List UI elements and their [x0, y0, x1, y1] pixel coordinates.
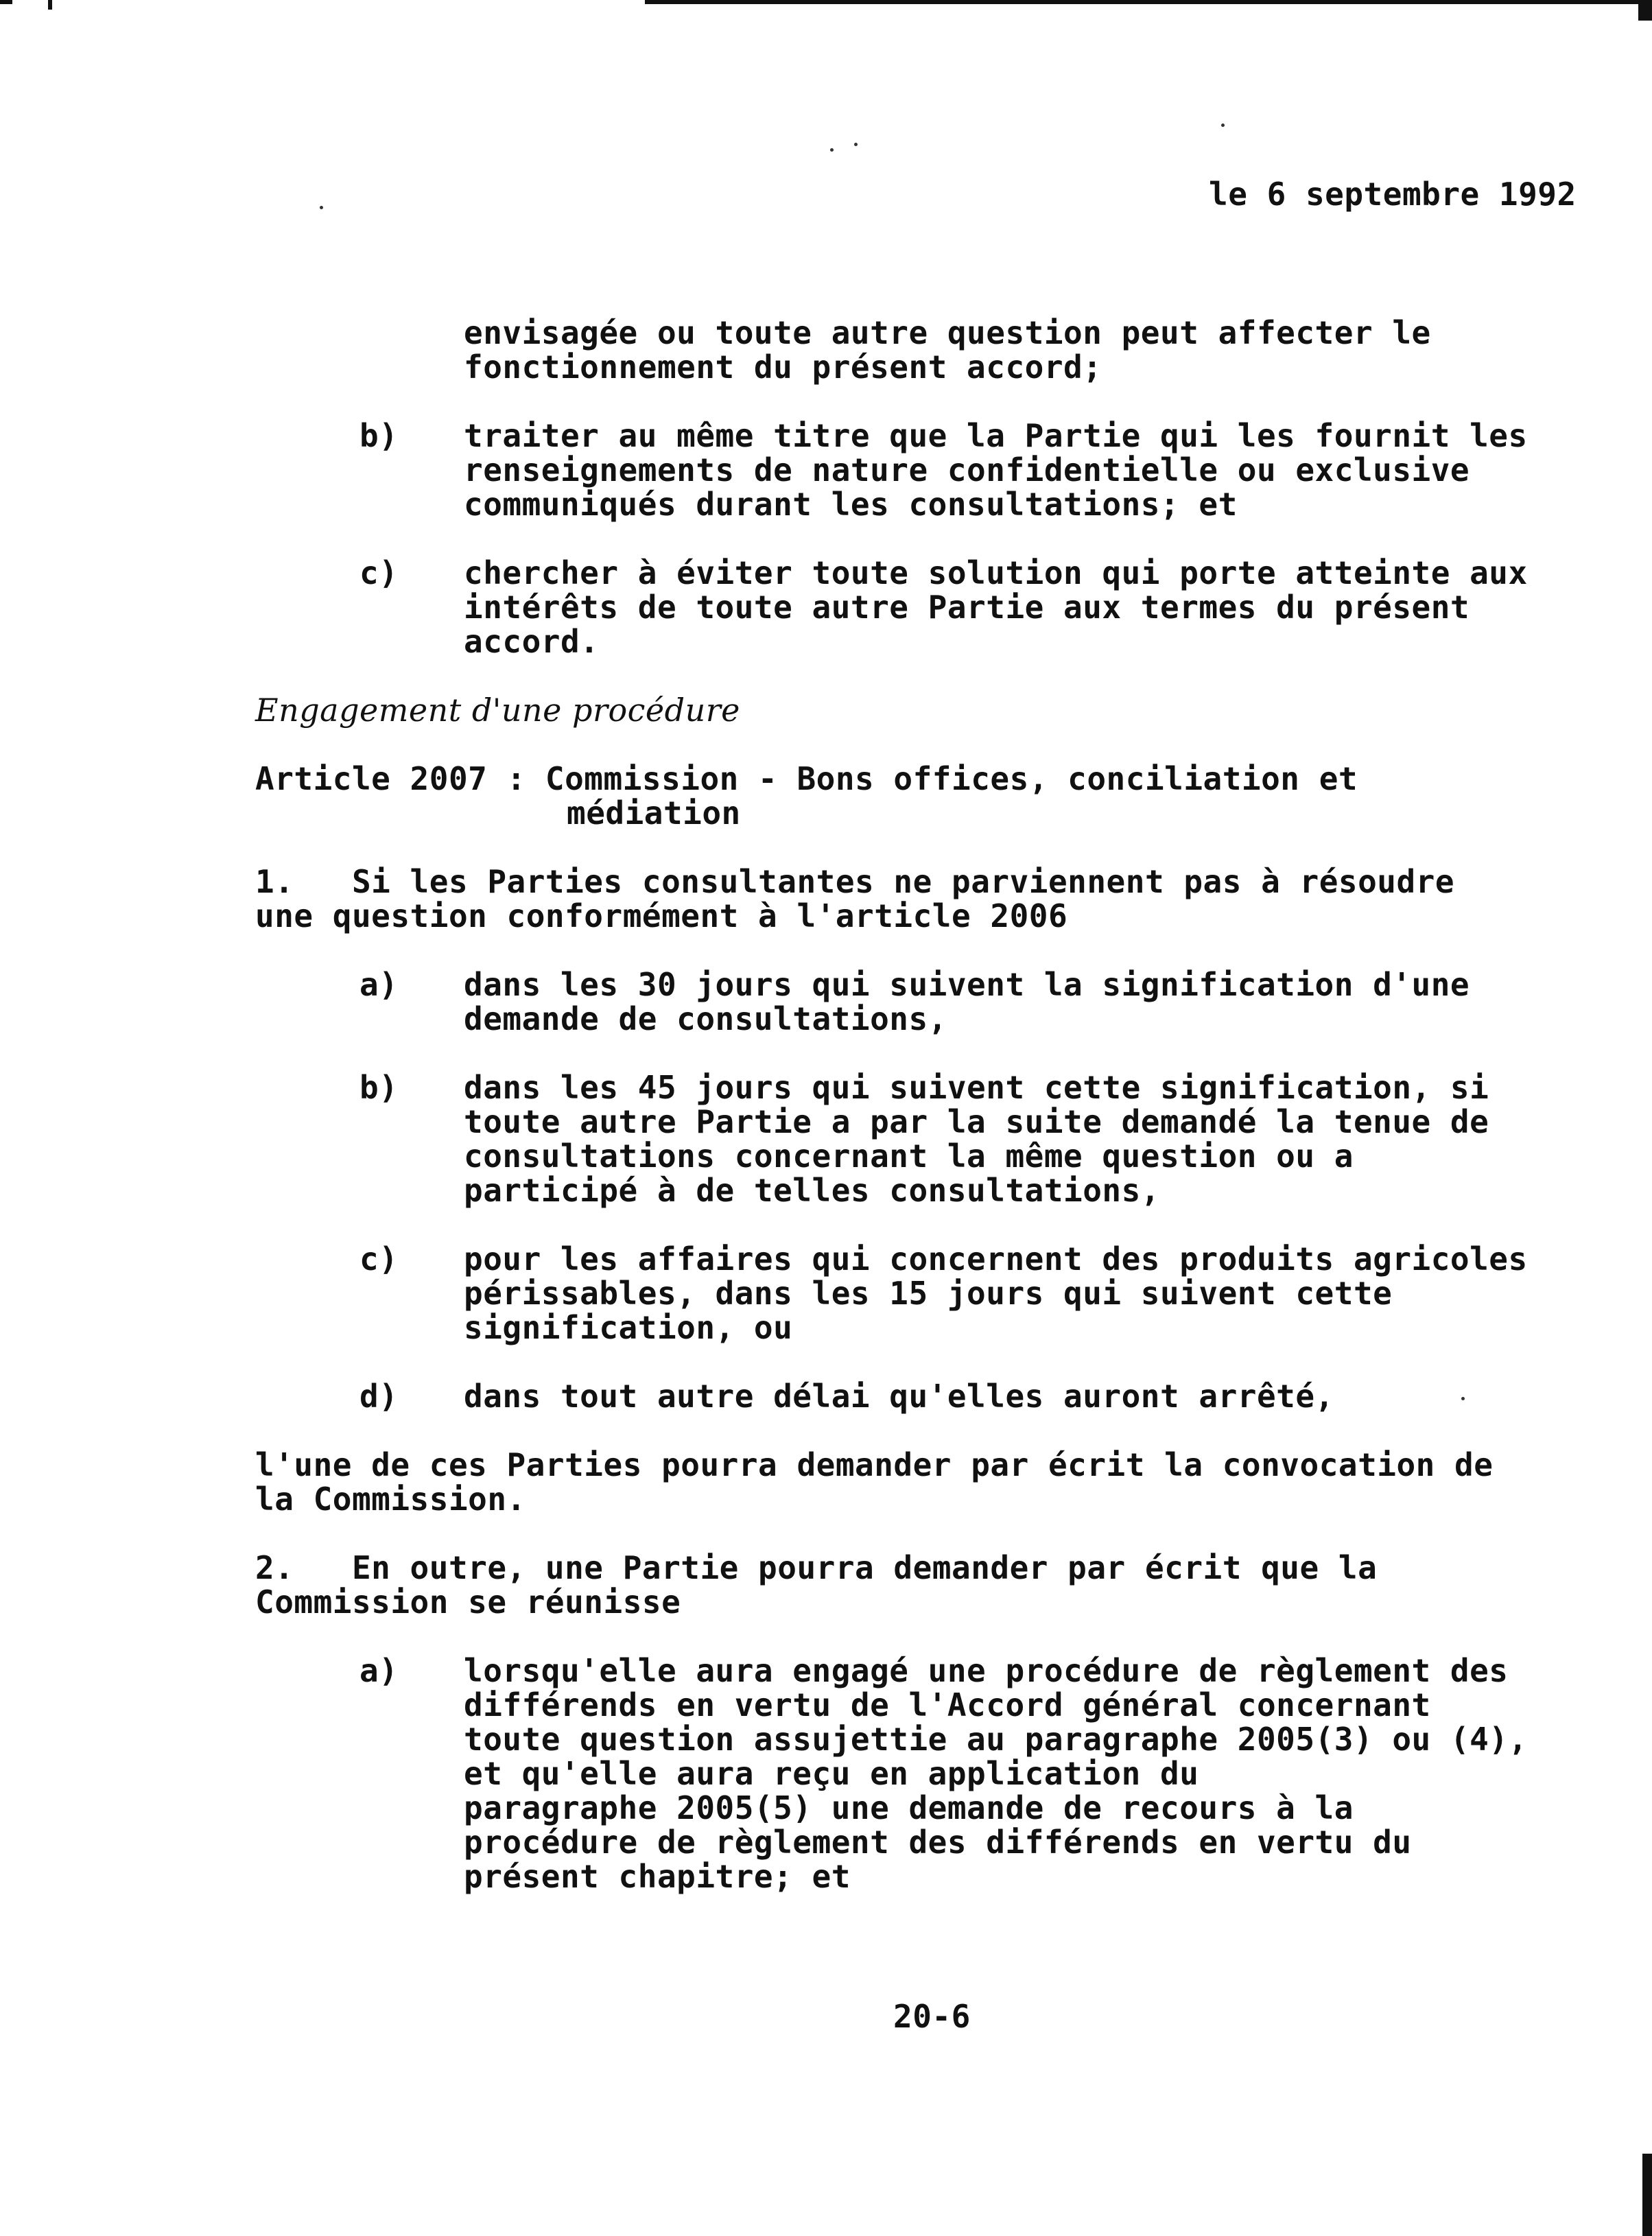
item-line: présent chapitre; et	[464, 1858, 851, 1895]
item-line: participé à de telles consultations,	[464, 1172, 1160, 1209]
item-line: toute autre Partie a par la suite demandé la tenue de	[464, 1103, 1489, 1140]
paragraph-line: Commission se réunisse	[255, 1584, 681, 1621]
item-marker: d)	[359, 1378, 399, 1415]
scan-corner-mark-left-tick	[48, 0, 52, 10]
article-heading-cont: médiation	[567, 795, 741, 832]
item-line: chercher à éviter toute solution qui porte atteinte aux	[464, 554, 1528, 591]
item-line: et qu'elle aura reçu en application du	[464, 1755, 1199, 1792]
scan-speck	[1221, 123, 1225, 127]
item-line: traiter au même titre que la Partie qui les fournit les	[464, 417, 1528, 454]
item-marker: c)	[359, 554, 399, 591]
scan-speck	[854, 143, 858, 146]
paragraph-line: l'une de ces Parties pourra demander par écrit la convocation de	[255, 1446, 1494, 1483]
item-line: accord.	[464, 623, 600, 660]
page-number: 20-6	[893, 1998, 971, 2035]
item-line: intérêts de toute autre Partie aux termes du présent	[464, 589, 1470, 626]
article-heading: Article 2007 : Commission - Bons offices, conciliation et	[255, 760, 1358, 797]
paragraph-line: 2. En outre, une Partie pourra demander par écrit que la	[255, 1549, 1378, 1586]
scan-corner-mark-left	[0, 0, 12, 4]
item-line: pour les affaires qui concernent des produits agricoles	[464, 1240, 1528, 1278]
item-line: dans les 45 jours qui suivent cette signification, si	[464, 1069, 1489, 1106]
item-line: demande de consultations,	[464, 1000, 947, 1037]
item-line: fonctionnement du présent accord;	[464, 349, 1102, 386]
scan-speck	[1461, 1397, 1465, 1400]
item-line: lorsqu'elle aura engagé une procédure de règlement des	[464, 1652, 1509, 1689]
item-line: dans les 30 jours qui suivent la signification d'une	[464, 966, 1470, 1003]
paragraph-line: une question conformément à l'article 2006	[255, 897, 1068, 934]
item-line: paragraphe 2005(5) une demande de recours à la	[464, 1789, 1354, 1826]
item-line: procédure de règlement des différends en vertu du	[464, 1824, 1412, 1861]
scan-top-border	[645, 0, 1652, 4]
item-marker: a)	[359, 966, 399, 1003]
item-marker: b)	[359, 417, 399, 454]
scan-speck	[320, 206, 323, 209]
item-marker: a)	[359, 1652, 399, 1689]
item-line: différends en vertu de l'Accord général concernant	[464, 1686, 1431, 1723]
item-line: toute question assujettie au paragraphe 2005(3) ou (4),	[464, 1721, 1528, 1758]
item-line: périssables, dans les 15 jours qui suivent cette	[464, 1275, 1393, 1312]
item-line: renseignements de nature confidentielle ou exclusive	[464, 451, 1470, 489]
paragraph-line: 1. Si les Parties consultantes ne parviennent pas à résoudre	[255, 863, 1455, 900]
section-heading: Engagement d'une procédure	[255, 692, 740, 729]
item-line: communiqués durant les consultations; et	[464, 486, 1238, 523]
document-date: le 6 septembre 1992	[1209, 176, 1577, 213]
item-line: signification, ou	[464, 1309, 793, 1346]
item-marker: c)	[359, 1240, 399, 1278]
item-marker: b)	[359, 1069, 399, 1106]
item-line: envisagée ou toute autre question peut affecter le	[464, 314, 1431, 351]
scan-edge-mark	[1642, 2154, 1652, 2236]
paragraph-line: la Commission.	[255, 1481, 526, 1518]
item-line: consultations concernant la même question ou a	[464, 1138, 1354, 1175]
scan-speck	[830, 148, 834, 152]
item-line: dans tout autre délai qu'elles auront arrêté,	[464, 1378, 1334, 1415]
scan-corner-mark	[1638, 0, 1652, 21]
